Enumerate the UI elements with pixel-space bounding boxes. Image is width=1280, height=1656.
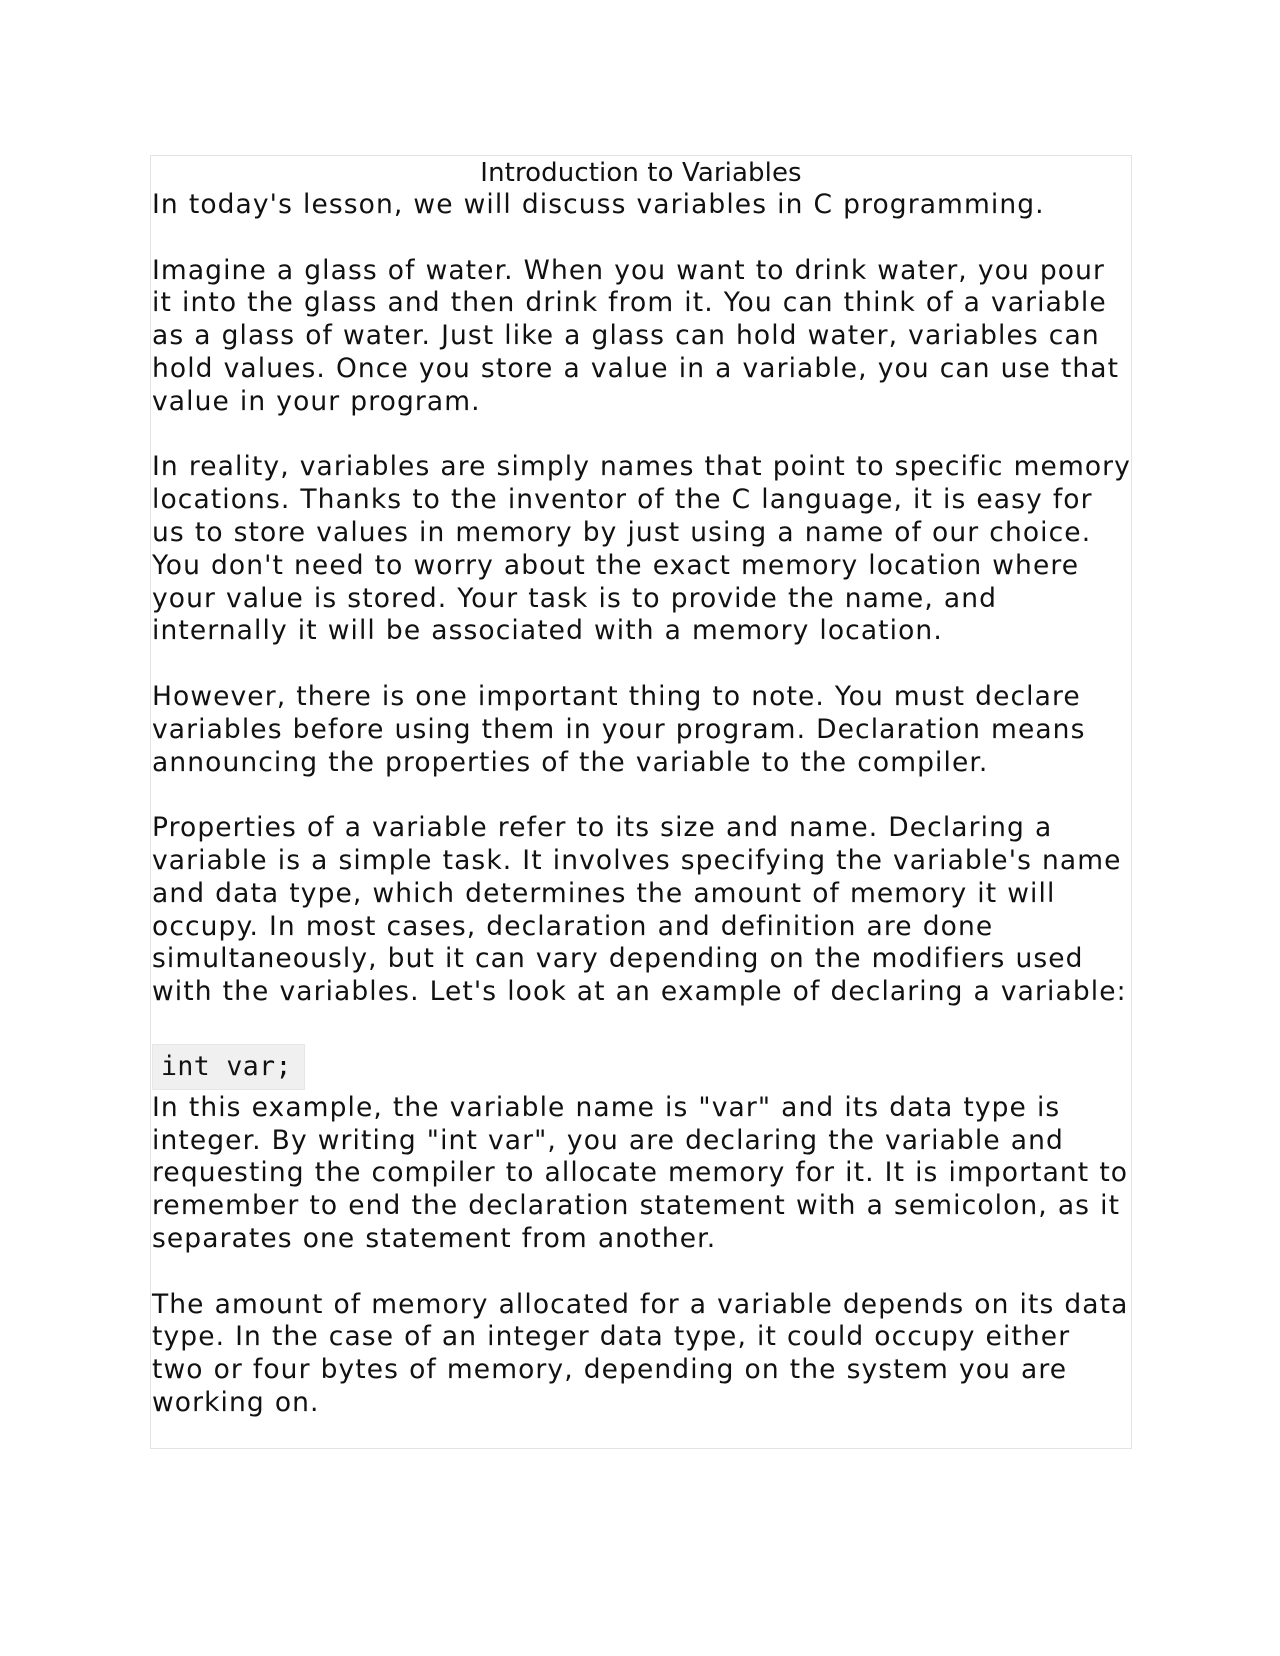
document-title: Introduction to Variables (480, 158, 802, 188)
paragraph-properties: Properties of a variable refer to its size and name. Declaring a variable is a simple task. It involves specifying the variable's name and data type, which determines the amount of memory it will occupy. In most cases, declaration and definition are done simultaneously, but it can vary depending on the modifiers used with the variables. Let's look at an example of declaring a variable: (152, 812, 1127, 1008)
paragraph-declaration-note: However, there is one important thing to note. You must declare variables before using them in your program. Declaration means announcing the properties of the variable to the compiler. (152, 680, 1086, 778)
paragraph-intro: In today's lesson, we will discuss variables in C programming. (152, 189, 1045, 220)
paragraph-memory-locations: In reality, variables are simply names that point to specific memory locations. Thanks to the inventor of the C language, it is easy for us to store values in memory by just using a name of our choice. You don't need to worry about the exact memory location where your value is stored. Your task is to provide the name, and internally it will be associated with a memory location. (152, 451, 1131, 647)
paragraph-memory-size: The amount of memory allocated for a variable depends on its data type. In the case of an integer data type, it could occupy either two or four bytes of memory, depending on the system you are working on. (152, 1288, 1129, 1418)
code-example: int var; (152, 1044, 305, 1090)
paragraph-glass-analogy: Imagine a glass of water. When you want to drink water, you pour it into the glass and then drink from it. You can think of a variable as a glass of water. Just like a glass can hold water, variables can hold values. Once you store a value in a variable, you can use that value in your program. (152, 254, 1120, 417)
document-frame (150, 155, 1132, 1449)
paragraph-example-explanation: In this example, the variable name is "var" and its data type is integer. By writing "int var", you are declaring the variable and requesting the compiler to allocate memory for it. It is important to remember to end the declaration statement with a semicolon, as it separates one statement from another. (152, 1091, 1129, 1254)
